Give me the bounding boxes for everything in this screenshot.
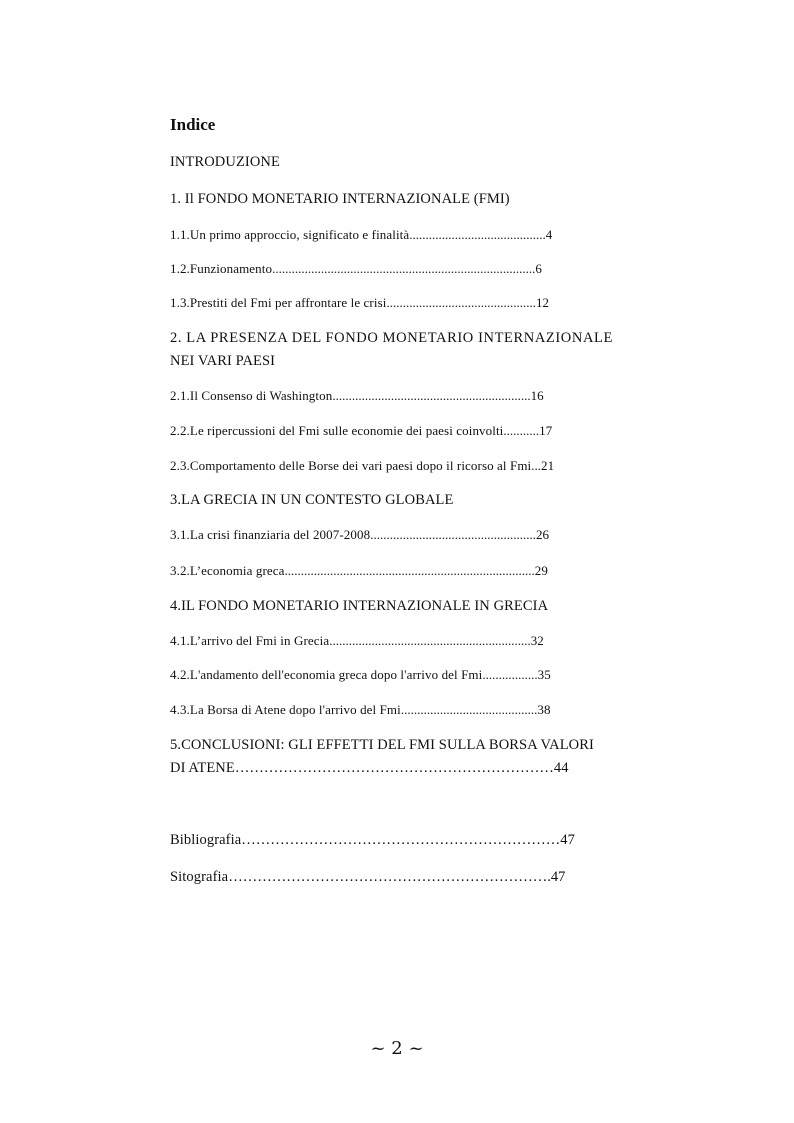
toc-entry-title: 2.3.Comportamento delle Borse dei vari paesi dopo il ricorso al Fmi (170, 458, 532, 473)
toc-entry-title: 1.3.Prestiti del Fmi per affrontare le crisi (170, 295, 387, 310)
toc-entry-dots: ................................................... (370, 527, 536, 542)
toc-entry-dots: ................................................................................. (272, 261, 536, 276)
toc-entry-page: 12 (535, 295, 550, 310)
toc-entry-dots: .......................................... (409, 227, 546, 242)
toc-entry-page: 21 (541, 458, 555, 473)
toc-entry-title: 2.2.Le ripercussioni del Fmi sulle economie dei paesi coinvolti (170, 423, 504, 438)
toc-entry-title: DI ATENE (170, 760, 235, 776)
toc-heading: Indice (170, 115, 216, 134)
toc-entry-introduction: INTRODUZIONE (170, 154, 280, 170)
toc-entry-section-4-3 (170, 699, 551, 721)
toc-entry-section-2-3 (170, 455, 554, 477)
toc-entry-webography (170, 866, 566, 888)
toc-entry-page: 44 (553, 760, 569, 776)
toc-entry-chapter-4: 4.IL FONDO MONETARIO INTERNAZIONALE IN GRECIA (170, 598, 549, 614)
toc-entry-chapter-1: 1. Il FONDO MONETARIO INTERNAZIONALE (FMI) (170, 191, 510, 207)
toc-entry-page: 47 (560, 832, 575, 848)
toc-entry-page: 47 (550, 869, 566, 885)
toc-entry-title: 4.3.La Borsa di Atene dopo l'arrivo del Fmi (170, 702, 401, 717)
toc-entry-section-4-2 (170, 664, 551, 686)
toc-entry-chapter-5-continued (170, 757, 569, 779)
page-number: ~ 2 ~ (370, 1038, 424, 1059)
toc-entry-dots: ………………………………………………………… (241, 832, 561, 848)
toc-entry-title: 4.1.L’arrivo del Fmi in Grecia (170, 633, 330, 648)
toc-entry-page: 26 (535, 527, 550, 542)
toc-entry-page: 17 (539, 423, 553, 438)
toc-entry-section-2-1 (170, 385, 544, 407)
toc-entry-section-4-1 (170, 630, 544, 652)
toc-entry-page: 35 (537, 667, 551, 682)
toc-entry-chapter-2-continued: NEI VARI PAESI (170, 353, 276, 369)
toc-entry-section-2-2 (170, 420, 552, 442)
toc-entry-dots: .............................................................. (329, 633, 531, 648)
toc-entry-section-3-2 (170, 560, 548, 582)
toc-entry-section-3-1 (170, 524, 549, 546)
toc-entry-title: Bibliografia (170, 832, 242, 848)
toc-entry-dots: ... (531, 458, 541, 473)
toc-entry-dots: ............................................................................. (284, 563, 535, 578)
toc-entry-title: 1.1.Un primo approccio, significato e finalità (170, 227, 410, 242)
toc-entry-chapter-2: 2. LA PRESENZA DEL FONDO MONETARIO INTERNAZIONALE (170, 330, 613, 346)
toc-entry-dots: ........... (503, 423, 540, 438)
toc-entry-title: 1.2.Funzionamento (170, 261, 273, 276)
toc-entry-page: 6 (535, 261, 542, 276)
toc-entry-dots: ............................................................. (332, 388, 531, 403)
toc-entry-page: 4 (545, 227, 553, 242)
toc-entry-title: 4.2.L'andamento dell'economia greca dopo l'arrivo del Fmi (170, 667, 483, 682)
toc-entry-chapter-3: 3.LA GRECIA IN UN CONTESTO GLOBALE (170, 492, 454, 508)
toc-entry-dots: ………………………………………………………… (234, 760, 554, 776)
toc-entry-title: 3.2.L’economia greca (170, 563, 285, 578)
toc-entry-title: Sitografia (170, 869, 229, 885)
toc-entry-bibliography (170, 829, 575, 851)
toc-entry-dots: .............................................. (386, 295, 536, 310)
toc-entry-page: 16 (530, 388, 544, 403)
toc-entry-page: 32 (530, 633, 544, 648)
toc-entry-page: 38 (537, 702, 551, 717)
toc-entry-section-1-2 (170, 258, 542, 280)
toc-entry-title: 2.1.Il Consenso di Washington (170, 388, 333, 403)
toc-entry-title: 3.1.La crisi finanziaria del 2007-2008 (170, 527, 371, 542)
toc-entry-section-1-1 (170, 224, 552, 246)
toc-entry-dots: .......................................... (400, 702, 538, 717)
toc-entry-dots: …………………………………………………………. (228, 869, 551, 885)
toc-entry-dots: ................. (482, 667, 538, 682)
toc-entry-page: 29 (534, 563, 548, 578)
toc-entry-chapter-5: 5.CONCLUSIONI: GLI EFFETTI DEL FMI SULLA BORSA VALORI (170, 737, 594, 753)
toc-entry-section-1-3 (170, 292, 549, 314)
